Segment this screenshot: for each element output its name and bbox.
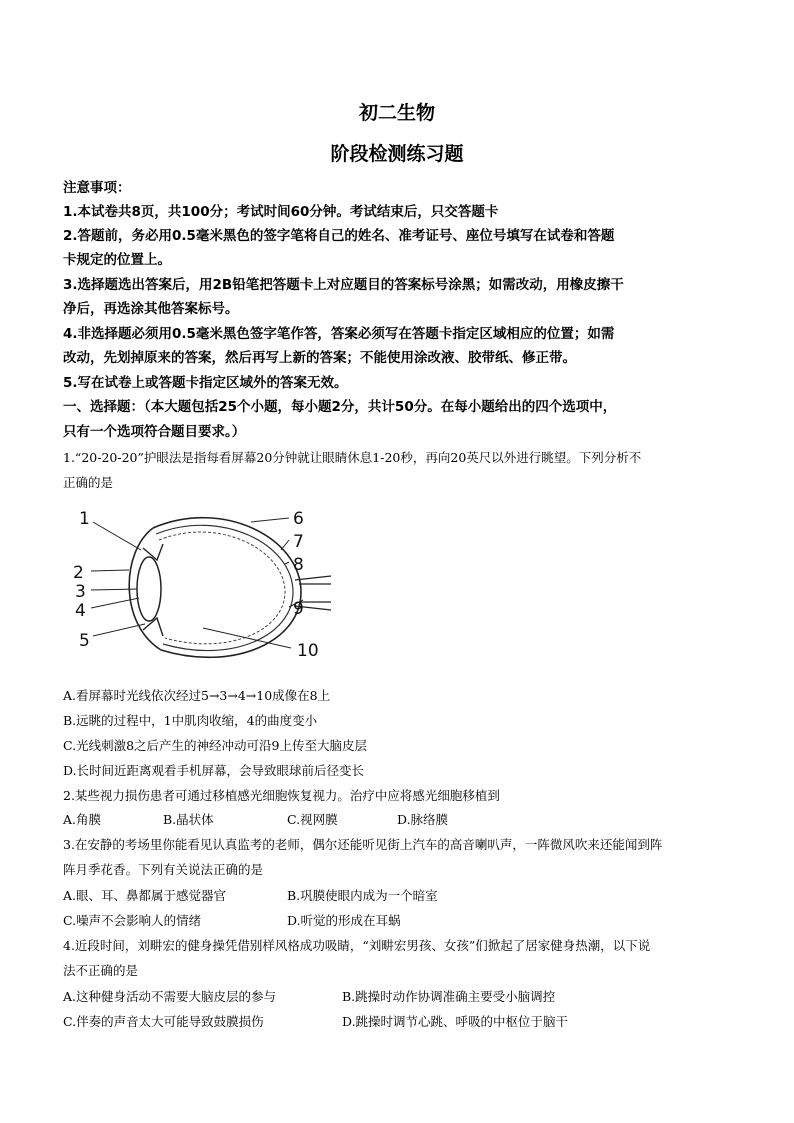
diagram-label-2: 2 [73,563,84,583]
q3-option-a: A.眼、耳、鼻都属于感觉器官 [63,888,227,903]
notice-line-3b: 净后，再选涂其他答案标号。 [63,301,239,317]
q1-stem-b: 正确的是 [63,475,114,490]
q4-option-b: B.跳操时动作协调准确主要受小脑调控 [342,989,556,1004]
diagram-label-9: 9 [293,599,304,619]
notice-line-3a: 3.选择题选出答案后，用2B铅笔把答题卡上对应题目的答案标号涂黑；如需改动，用橡皮擦干 [63,277,624,293]
q1-option-c: C.光线刺激8之后产生的神经冲动可沿9上传至大脑皮层 [63,738,367,753]
q2-option-d: D.脉络膜 [397,812,449,827]
diagram-label-7: 7 [293,532,304,552]
notice-line-1: 1.本试卷共8页，共100分；考试时间60分钟。考试结束后，只交答题卡 [63,204,499,220]
notice-heading: 注意事项： [63,180,131,196]
choroid-layer [156,525,293,650]
eyeball-structure-diagram [63,500,333,675]
notice-line-2a: 2.答题前，务必用0.5毫米黑色的签字笔将自己的姓名、准考证号、座位号填写在试卷和答题 [63,228,615,244]
notice-line-2b: 卡规定的位置上。 [63,252,171,268]
retina-layer [159,532,285,644]
diagram-label-4: 4 [75,601,86,621]
diagram-label-3: 3 [75,582,86,602]
exam-title: 阶段检测练习题 [330,143,464,165]
q2-stem: 2.某些视力损伤患者可通过移植感光细胞恢复视力。治疗中应将感光细胞移植到 [63,788,500,803]
q1-option-a: A.看屏幕时光线依次经过5→3→4→10成像在8上 [63,688,331,703]
diagram-label-5: 5 [79,631,90,651]
q4-stem-b: 法不正确的是 [63,963,139,978]
q4-option-d: D.跳操时调节心跳、呼吸的中枢位于脑干 [342,1014,569,1029]
q1-stem-a: 1.“20-20-20”护眼法是指每看屏幕20分钟就让眼睛休息1-20秒，再向20英尺以外进行眺望。下列分析不 [63,450,642,465]
section-heading-b: 只有一个选项符合题目要求。） [63,424,246,440]
lens-shape [137,557,161,621]
q3-option-b: B.巩膜使眼内成为一个暗室 [287,888,438,903]
diagram-label-1: 1 [79,509,90,529]
q4-option-c: C.伴奏的声音太大可能导致鼓膜损伤 [63,1014,264,1029]
q4-option-a: A.这种健身活动不需要大脑皮层的参与 [63,989,277,1004]
q2-option-c: C.视网膜 [287,812,338,827]
q2-option-a: A.角膜 [63,812,102,827]
q3-option-d: D.听觉的形成在耳蜗 [287,913,401,928]
q3-stem-b: 阵月季花香。下列有关说法正确的是 [63,862,264,877]
sclera-outer [153,518,301,658]
section-heading-a: 一、选择题：（本大题包括25个小题，每小题2分，共计50分。在每小题给出的四个选项中， [63,399,617,415]
q1-option-b: B.远眺的过程中，1中肌肉收缩，4的曲度变小 [63,713,318,728]
q2-option-b: B.晶状体 [163,812,214,827]
notice-line-4b: 改动，先划掉原来的答案，然后再写上新的答案；不能使用涂改液、胶带纸、修正带。 [63,350,576,366]
notice-line-4a: 4.非选择题必须用0.5毫米黑色签字笔作答，答案必须写在答题卡指定区域相应的位置；如需 [63,326,615,342]
notice-line-5: 5.写在试卷上或答题卡指定区域外的答案无效。 [63,375,348,391]
q3-option-c: C.噪声不会影响人的情绪 [63,913,202,928]
q1-option-d: D.长时间近距离观看手机屏幕，会导致眼球前后径变长 [63,763,365,778]
diagram-label-8: 8 [293,555,304,575]
q3-stem-a: 3.在安静的考场里你能看见认真监考的老师，偶尔还能听见街上汽车的高音喇叭声，一阵微风吹来还能闻到阵 [63,837,663,852]
q4-stem-a: 4.近段时间，刘畊宏的健身操凭借别样风格成功吸睛，“刘畊宏男孩、女孩”们掀起了居家健身热潮，以下说 [63,938,651,953]
subject-title: 初二生物 [358,102,435,124]
diagram-label-6: 6 [293,509,304,529]
diagram-label-10: 10 [297,641,319,661]
